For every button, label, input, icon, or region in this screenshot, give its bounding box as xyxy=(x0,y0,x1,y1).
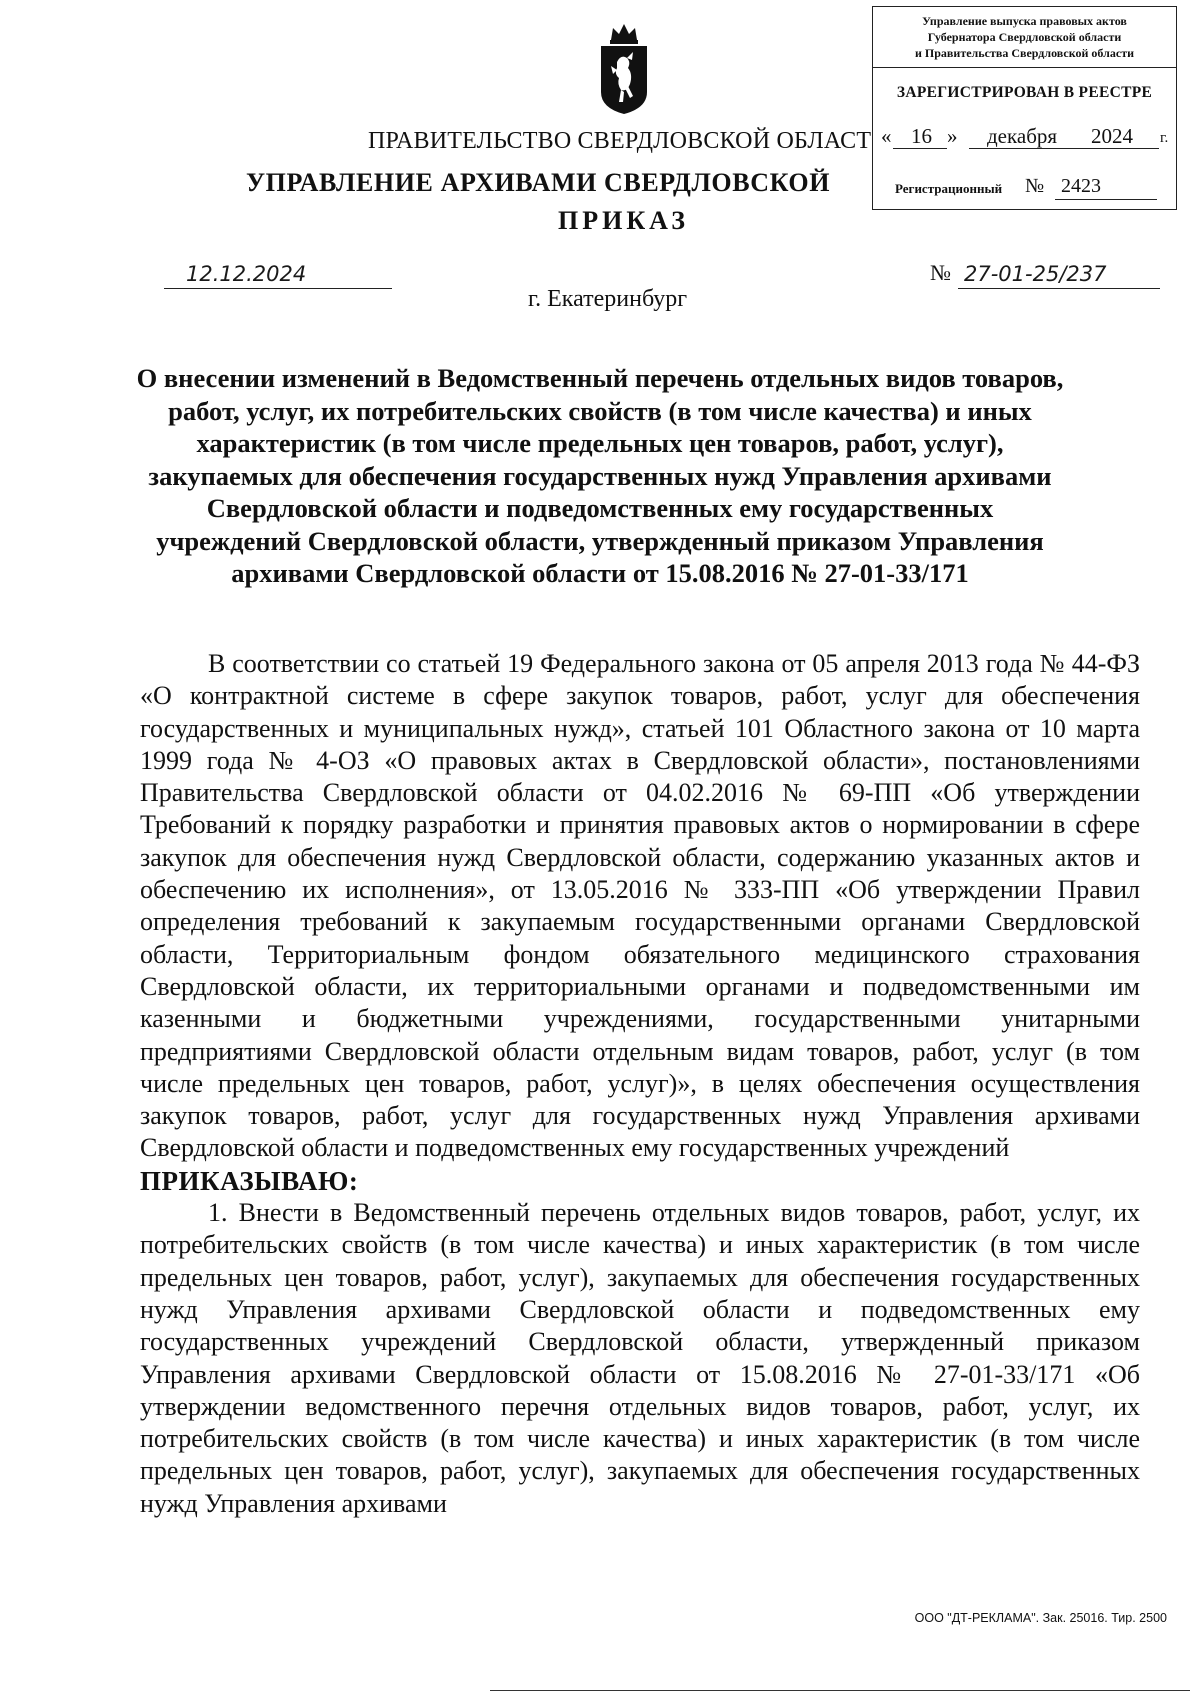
document-title xyxy=(130,362,1070,590)
stamp-org-line1: Управление выпуска правовых актов xyxy=(922,14,1127,28)
stamp-date xyxy=(881,124,1173,150)
title-line-3: характеристик (в том числе предельных цен товаров, работ, услуг), xyxy=(196,428,1004,458)
stamp-month-underline xyxy=(969,148,1089,149)
order-word: ПРИКАЗЫВАЮ: xyxy=(140,1165,359,1196)
printer-info: ООО "ДТ-РЕКЛАМА". Зак. 25016. Тир. 2500 xyxy=(914,1611,1167,1625)
stamp-divider xyxy=(873,67,1176,68)
title-line-1: О внесении изменений в Ведомственный перечень отдельных видов товаров, xyxy=(136,363,1064,393)
date-underline xyxy=(164,288,392,289)
stamp-reg-label: Регистрационный xyxy=(895,181,1003,196)
stamp-registered-label: ЗАРЕГИСТРИРОВАН В РЕЕСТРЕ xyxy=(896,84,1153,101)
stamp-reg-number-row xyxy=(895,177,1165,199)
title-line-4: закупаемых для обеспечения государственных нужд Управления архивами xyxy=(148,460,1052,491)
title-line-2: работ, услуг, их потребительских свойств (в том числе качества) и иных xyxy=(168,395,1032,426)
number-underline xyxy=(958,288,1160,289)
title-line-5: Свердловской области и подведомственных ему государственных xyxy=(206,493,994,523)
stamp-org-line2: Губернатора Свердловской области xyxy=(927,30,1122,44)
stamp-org xyxy=(873,13,1176,61)
government-name: ПРАВИТЕЛЬСТВО СВЕРДЛОВСКОЙ ОБЛАСТ xyxy=(368,128,872,154)
registry-stamp xyxy=(872,6,1177,210)
stamp-year: 2024 xyxy=(1091,124,1133,148)
stamp-day-underline xyxy=(893,148,947,149)
stamp-open-quote: « xyxy=(881,124,892,148)
department-name: УПРАВЛЕНИЕ АРХИВАМИ СВЕРДЛОВСКОЙ xyxy=(246,168,831,197)
stamp-year-suffix: г. xyxy=(1160,130,1169,146)
stamp-num-sign: № xyxy=(1025,175,1045,197)
bottom-rule xyxy=(490,1690,1190,1691)
preamble-paragraph: В соответствии со статьей 19 Федерального закона от 05 апреля 2013 года № 44-ФЗ «О контрактной системе в сфере закупок товаров, работ, услуг для обеспечения государственных и муниципальных нужд», статьей 101 Областного закона от 10 марта 1999 года № 4-ОЗ «О правовых актах в Свердловской области», постановлениями Правительства Свердловской области от 04.02.2016 № 69-ПП «Об утверждении Требований к порядку разработки и принятия правовых актов о нормировании в сфере закупок для обеспечения нужд Свердловской области, содержанию указанных актов и обеспечению их исполнения», от 13.05.2016 № 333-ПП «Об утверждении Правил определения требований к закупаемым государственными органами Свердловской области, Территориальным фондом обязательного медицинского страхования Свердловской области, их территориальными органами и подведомственными им казенными и бюджетными учреждениями, государственными унитарными предприятиями Свердловской области отдельным видам товаров, работ, услуг (в том числе предельных цен товаров, работ, услуг)», в целях обеспечения осуществления закупок товаров, работ, услуг для государственных нужд Управления архивами Свердловской области и подведомственных ему государственных учреждений xyxy=(140,649,1140,1163)
number-sign: № xyxy=(930,260,951,285)
stamp-reg-number: 2423 xyxy=(1061,175,1101,197)
city: г. Екатеринбург xyxy=(528,286,688,312)
document-body xyxy=(140,648,1140,1520)
stamp-day: 16 xyxy=(911,124,932,148)
handwritten-date: 12.12.2024 xyxy=(186,262,307,286)
stamp-month: декабря xyxy=(987,124,1058,148)
item-1-paragraph: 1. Внести в Ведомственный перечень отдельных видов товаров, работ, услуг, их потребительских свойств (в том числе качества) и иных характеристик (в том числе предельных цен товаров, работ, услуг), закупаемых для обеспечения государственных нужд Управления архивами Свердловской области и подведомственных ему государственных учреждений Свердловской области, утвержденный приказом Управления архивами Свердловской области от 15.08.2016 № 27-01-33/171 «Об утверждении ведомственного перечня отдельных видов товаров, работ, услуг, их потребительских свойств (в том числе качества) и иных характеристик (в том числе предельных цен товаров, работ, услуг), закупаемых для обеспечения государственных нужд Управления архивами xyxy=(140,1198,1140,1518)
document-type: ПРИКАЗ xyxy=(558,206,690,235)
handwritten-number: 27-01-25/237 xyxy=(964,262,1107,286)
title-line-7: архивами Свердловской области от 15.08.2016 № 27-01-33/171 xyxy=(231,558,969,588)
stamp-year-underline xyxy=(1089,148,1159,149)
title-line-6: учреждений Свердловской области, утвержденный приказом Управления xyxy=(156,525,1044,556)
stamp-org-line3: и Правительства Свердловской области xyxy=(915,46,1134,60)
coat-of-arms-icon xyxy=(597,22,651,116)
stamp-reg-underline xyxy=(1055,199,1157,200)
stamp-close-quote: » xyxy=(947,124,958,148)
